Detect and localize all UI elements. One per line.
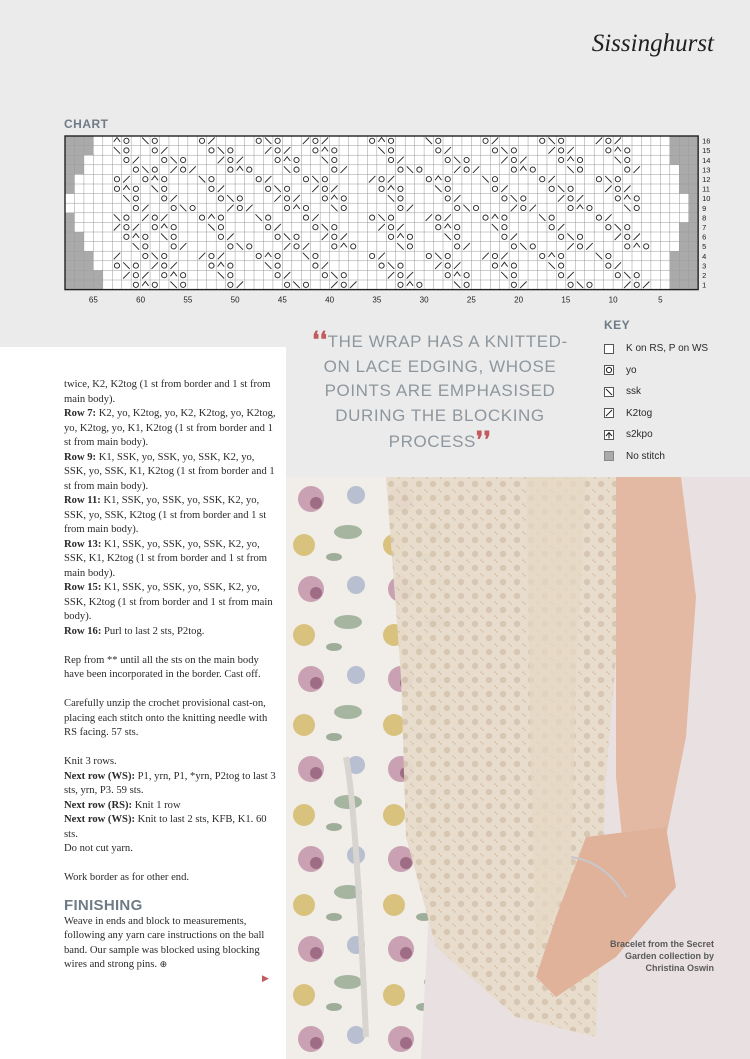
- row-number: 6: [702, 232, 707, 242]
- no-stitch-cell: [84, 251, 93, 261]
- row-label: Next row (WS):: [64, 770, 136, 782]
- yarn-over-icon: [604, 365, 614, 375]
- row-label: Next row (WS):: [64, 814, 136, 825]
- no-stitch-cell: [65, 136, 74, 146]
- no-stitch-cell: [689, 146, 698, 156]
- row-number: 10: [702, 194, 711, 204]
- key-label: K2tog: [626, 407, 653, 419]
- no-stitch-cell: [679, 165, 688, 175]
- no-stitch-cell: [679, 146, 688, 156]
- no-stitch-cell: [74, 165, 83, 175]
- row-text: K1, SSK, yo, SSK, yo, SSK, K2, yo, SSK, yo, SSK, K1, K2tog (1 st from border and 1 st from main body).: [64, 451, 275, 492]
- row-label: Row 11:: [64, 495, 101, 506]
- no-stitch-cell: [65, 242, 74, 252]
- no-stitch-cell: [689, 203, 698, 213]
- no-stitch-cell: [93, 270, 102, 280]
- open-quote-mark: ❛❛: [312, 327, 328, 352]
- row-number: 2: [702, 271, 707, 280]
- no-stitch-cell: [670, 280, 679, 290]
- row-number: 14: [702, 155, 711, 165]
- blank-square-icon: [604, 344, 614, 354]
- stitch-number: 20: [514, 295, 524, 304]
- pattern-intro: twice, K2, K2tog (1 st from border and 1 st from main body).: [64, 379, 271, 405]
- pattern-row: [64, 494, 276, 538]
- row-text: Knit to last 2 sts, KFB, K1. 60 sts.: [64, 814, 267, 840]
- no-stitch-cell: [679, 184, 688, 194]
- no-stitch-cell: [689, 174, 698, 184]
- row-number: 8: [702, 213, 707, 223]
- knitting-chart: [60, 132, 720, 304]
- row-text: K1, SSK, yo, SSK, yo, SSK, K2, yo, SSK, K2tog (1 st from border and 1 st from main body).: [64, 582, 273, 622]
- no-stitch-cell: [74, 155, 83, 165]
- stitch-number: 60: [136, 295, 146, 304]
- no-stitch-cell: [670, 155, 679, 165]
- no-stitch-cell: [65, 232, 74, 242]
- no-stitch-cell: [65, 184, 74, 194]
- pattern-row: [64, 625, 276, 640]
- no-stitch-cell: [74, 242, 83, 252]
- ssk-icon: [604, 387, 614, 397]
- no-stitch-cell: [670, 146, 679, 156]
- no-stitch-cell: [65, 155, 74, 165]
- stitch-number: 35: [372, 295, 382, 304]
- no-stitch-cell: [689, 270, 698, 280]
- pattern-instructions: [64, 378, 276, 973]
- row-text: K1, SSK, yo, SSK, yo, SSK, K2, yo, SSK, yo, SSK, K2tog (1 st from border and 1 st from main body).: [64, 495, 267, 535]
- key-item-yo: [604, 360, 708, 382]
- pull-quote-text: THE WRAP HAS A KNITTED-ON LACE EDGING, WHOSE POINTS ARE EMPHASISED DURING THE BLOCKING PROCESS: [323, 332, 568, 451]
- row-number: 12: [702, 175, 711, 184]
- stitch-number: 40: [325, 295, 335, 304]
- stitch-number: 30: [419, 295, 429, 304]
- no-stitch-cell: [74, 251, 83, 261]
- no-stitch-cell: [670, 136, 679, 146]
- no-stitch-cell: [74, 232, 83, 242]
- stitch-number: 15: [561, 295, 571, 304]
- photo-caption: Bracelet from the Secret Garden collection by Christina Oswin: [609, 939, 714, 973]
- pattern-row: [64, 581, 276, 625]
- repeat-instruction: Rep from ** until all the sts on the main body have been incorporated in the border. Cast off.: [64, 654, 261, 680]
- row-number: 15: [702, 146, 711, 156]
- no-stitch-cell: [679, 136, 688, 146]
- continue-arrow-icon: ▶: [262, 974, 269, 984]
- row-text: Purl to last 2 sts, P2tog.: [101, 625, 205, 637]
- no-stitch-cell: [689, 242, 698, 252]
- no-stitch-cell: [65, 165, 74, 175]
- chart-heading: CHART: [64, 117, 109, 131]
- no-stitch-cell: [74, 280, 83, 290]
- knit-rows-instruction: Knit 3 rows.: [64, 756, 117, 767]
- no-stitch-cell: [74, 136, 83, 146]
- row-text: K1, SSK, yo, SSK, yo, SSK, K2, yo, SSK, K1, K2tog (1 st from border and 1 st from main body).: [64, 538, 268, 579]
- no-stitch-cell: [65, 280, 74, 290]
- row-number: 16: [702, 136, 711, 146]
- row-number: 5: [702, 242, 707, 252]
- key-item-no-stitch: [604, 446, 708, 468]
- key-label: s2kpo: [626, 429, 653, 441]
- no-stitch-cell: [74, 146, 83, 156]
- key-item-k2tog: [604, 403, 708, 425]
- stitch-number: 25: [466, 295, 476, 304]
- row-text: P1, yrn, P1, *yrn, P2tog to last 3 sts, yrn, P3. 59 sts.: [64, 770, 276, 796]
- no-stitch-cell: [689, 280, 698, 290]
- no-stitch-cell: [689, 155, 698, 165]
- no-stitch-cell: [679, 270, 688, 280]
- no-stitch-icon: [604, 451, 614, 461]
- no-stitch-cell: [679, 222, 688, 232]
- finishing-text: Weave in ends and block to measurements, following any yarn care instructions on the ball band. Our sample was blocked using blocking wires and strong pins. ⊕: [64, 915, 265, 970]
- no-stitch-cell: [65, 222, 74, 232]
- row-number: 7: [702, 223, 707, 232]
- no-stitch-cell: [84, 270, 93, 280]
- row-number: 11: [702, 184, 710, 194]
- row-label: Row 16:: [64, 625, 102, 637]
- next-row: [64, 799, 276, 814]
- key-item-ssk: [604, 381, 708, 403]
- no-stitch-cell: [84, 146, 93, 156]
- no-stitch-cell: [65, 213, 74, 223]
- row-label: Next row (RS):: [64, 799, 133, 811]
- row-label: Row 13:: [64, 538, 102, 550]
- no-stitch-cell: [84, 261, 93, 271]
- pattern-row: [64, 451, 276, 495]
- border-instruction: Work border as for other end.: [64, 872, 190, 883]
- no-stitch-cell: [65, 251, 74, 261]
- no-stitch-cell: [689, 251, 698, 261]
- no-stitch-cell: [689, 194, 698, 204]
- no-stitch-cell: [689, 261, 698, 271]
- stitch-number: 55: [183, 295, 193, 304]
- no-stitch-cell: [689, 222, 698, 232]
- key-item-k: [604, 338, 708, 360]
- row-number: 4: [702, 251, 707, 261]
- no-stitch-cell: [84, 280, 93, 290]
- no-stitch-cell: [689, 165, 698, 175]
- no-stitch-cell: [689, 136, 698, 146]
- no-stitch-cell: [689, 232, 698, 242]
- no-stitch-cell: [65, 261, 74, 271]
- row-text: Knit 1 row: [132, 799, 181, 811]
- row-label: Row 7:: [64, 408, 97, 419]
- s2kpo-icon: [604, 430, 614, 440]
- chart-key: [604, 318, 708, 467]
- key-label: K on RS, P on WS: [626, 343, 709, 355]
- no-stitch-cell: [84, 136, 93, 146]
- key-title: KEY: [604, 318, 631, 332]
- no-stitch-cell: [689, 184, 698, 194]
- next-row: [64, 770, 276, 799]
- stitch-number: 45: [277, 295, 287, 304]
- pattern-row: [64, 538, 276, 582]
- no-stitch-cell: [670, 251, 679, 261]
- finishing-heading: FINISHING: [64, 896, 143, 914]
- close-quote-mark: ❜❜: [475, 427, 492, 452]
- k2tog-icon: [604, 408, 614, 418]
- key-label: No stitch: [626, 450, 665, 462]
- row-label: Row 15:: [64, 582, 102, 593]
- no-stitch-cell: [679, 174, 688, 184]
- no-stitch-cell: [679, 242, 688, 252]
- no-cut-instruction: Do not cut yarn.: [64, 843, 133, 854]
- stitch-number: 10: [608, 295, 618, 304]
- no-stitch-cell: [679, 280, 688, 290]
- no-stitch-cell: [670, 270, 679, 280]
- end-mark-icon: ⊕: [159, 960, 168, 970]
- next-row: [64, 813, 276, 842]
- row-label: Row 9:: [64, 451, 97, 463]
- no-stitch-cell: [670, 261, 679, 271]
- no-stitch-cell: [65, 270, 74, 280]
- no-stitch-cell: [689, 213, 698, 223]
- stitch-number: 5: [658, 295, 663, 304]
- unzip-instruction: Carefully unzip the crochet provisional cast-on, placing each stitch onto the knitting needle with RS facing. 57 sts.: [64, 698, 268, 738]
- row-number: 13: [702, 165, 711, 175]
- no-stitch-cell: [679, 251, 688, 261]
- no-stitch-cell: [679, 155, 688, 165]
- row-number: 1: [702, 280, 707, 290]
- row-number: 9: [702, 203, 707, 213]
- no-stitch-cell: [74, 261, 83, 271]
- no-stitch-cell: [679, 232, 688, 242]
- row-text: K2, yo, K2tog, yo, K2, K2tog, yo, K2tog, yo, K2tog, yo, K1, K2tog (1 st from border and 1 st from main body).: [64, 408, 276, 448]
- stitch-number: 65: [88, 295, 98, 304]
- no-stitch-cell: [679, 261, 688, 271]
- no-stitch-cell: [65, 174, 74, 184]
- row-number: 3: [702, 261, 707, 271]
- pattern-row: [64, 407, 276, 451]
- key-label: ssk: [626, 386, 641, 398]
- page-title: Sissinghurst: [591, 30, 714, 57]
- no-stitch-cell: [93, 280, 102, 290]
- no-stitch-cell: [74, 270, 83, 280]
- key-label: yo: [626, 364, 637, 376]
- pull-quote: [305, 328, 575, 455]
- no-stitch-cell: [65, 146, 74, 156]
- key-item-s2kpo: [604, 424, 708, 446]
- stitch-number: 50: [230, 295, 240, 304]
